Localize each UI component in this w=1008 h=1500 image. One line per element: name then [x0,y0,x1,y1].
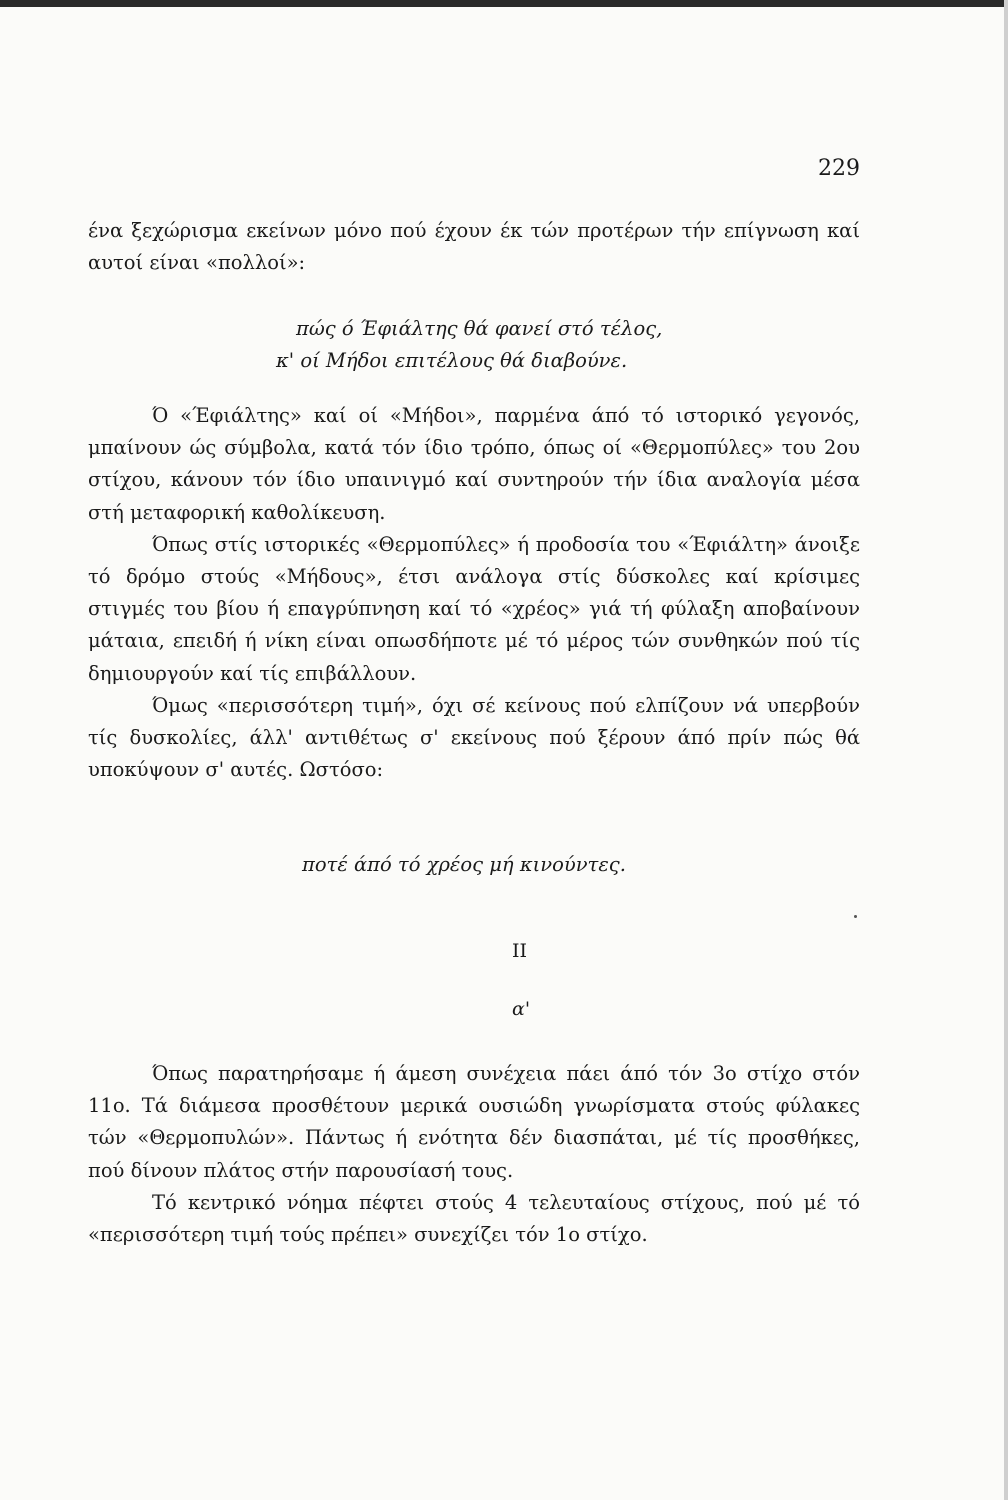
paragraph-4: Όμως «περισσότερη τιμή», όχι σέ κείνους πού ελπίζουν νά υπερβούν τίς δυσκολίες, άλλ' αντιθέτως σ' εκείνους πού ξέρουν άπό πρίν πώς θά υποκύψουν σ' αυτές. Ωστόσο: [88,693,860,782]
paragraph-6: Τό κεντρικό νόημα πέφτει στούς 4 τελευταίους στίχους, πού μέ τό «περισσότερη τιμή τούς πρέπει» συνεχίζει τόν 1ο στίχο. [88,1190,860,1247]
paragraph-2: Ό «Έφιάλτης» καί οί «Μήδοι», παρμένα άπό τό ιστορικό γεγονός, μπαίνουν ώς σύμβολα, κατά τόν ίδιο τρόπο, όπως οί «Θερμοπύλες» του 2ου στίχου, κάνουν τόν ίδιο υπαινιγμό καί συντηρούν τήν ίδια αναλογία μέσα στή μεταφορική καθολίκευση. [88,404,860,524]
verse-quote-line-3: ποτέ άπό τό χρέος μή κινούντες. [302,853,626,876]
page-number: 229 [818,156,860,181]
section-subheading: α' [512,998,531,1020]
page-top-edge [0,0,1008,7]
verse-quote-line-2: κ' οί Μήδοι επιτέλους θά διαβούνε. [276,349,628,372]
page-right-edge [1004,0,1008,1500]
text-block-intro [88,215,860,279]
verse-quote-line-1: πώς ό Έφιάλτης θά φανεί στό τέλος, [296,317,663,340]
speck-mark [854,915,857,918]
text-block-section [88,1058,860,1251]
section-heading-roman: II [512,940,528,962]
paragraph-5: Όπως παρατηρήσαμε ή άμεση συνέχεια πάει άπό τόν 3ο στίχο στόν 11ο. Τά διάμεσα προσθέτουν μερικά ουσιώδη γνωρίσματα στούς φύλακες τών «Θερμοπυλών». Πάντως ή ενότητα δέν διασπάται, μέ τίς προσθήκες, πού δίνουν πλάτος στήν παρουσίασή τους. [88,1062,860,1182]
paragraph-3: Όπως στίς ιστορικές «Θερμοπύλες» ή προδοσία του «Έφιάλτη» άνοιξε τό δρόμο στούς «Μήδους», έτσι ανάλογα στίς δύσκολες καί κρίσιμες στιγμές του βίου ή επαγρύπνηση καί τό «χρέος» γιά τή φύλαξη αποβαίνουν μάταια, επειδή ή νίκη είναι οπωσδήποτε μέ τό μέρος τών συνθηκών πού τίς δημιουργούν καί τίς επιβάλλουν. [88,532,860,685]
text-block-main [88,400,860,786]
paragraph-1: ένα ξεχώρισμα εκείνων μόνο πού έχουν έκ τών προτέρων τήν επίγνωση καί αυτοί είναι «πολλοί»: [88,219,860,275]
